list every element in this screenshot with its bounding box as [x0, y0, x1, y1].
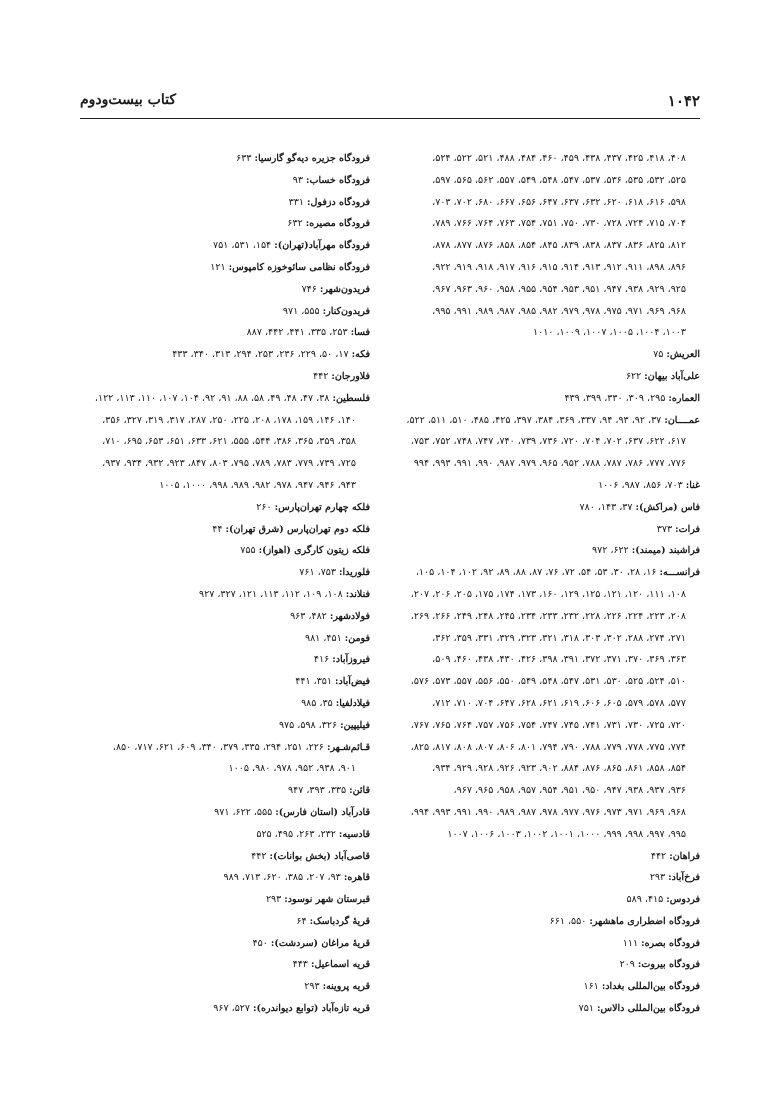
entry-page-refs: ۱۶۱ — [583, 981, 602, 993]
entry-headword: قریهٔ گردباسک: — [309, 915, 370, 927]
index-entry — [70, 976, 370, 998]
book-title: کتاب بیست‌ودوم — [80, 92, 176, 108]
index-entry — [70, 671, 370, 693]
entry-page-refs: ۶۱۷، ۶۲۲، ۶۳۷، ۷۰۲، ۷۰۴، ۷۲۰، ۷۳۶، ۷۳۹، ۷۴۰، ۷۴۷، ۷۴۸، ۷۵۲، ۷۵۳، — [410, 436, 686, 448]
entry-page-refs: ۳۳۱ — [288, 196, 308, 208]
index-entry — [70, 867, 370, 889]
entry-headword: فراهان: — [669, 850, 700, 862]
entry-page-refs: ۷۷۴، ۷۷۵، ۷۷۸، ۷۷۹، ۷۸۸، ۷۹۰، ۷۹۴، ۸۰۱، ۸۰۶، ۸۰۷، ۸۰۸، ۸۱۷، ۸۲۵، — [410, 741, 686, 753]
index-entry — [70, 497, 370, 519]
entry-page-refs: ۹۹۵، ۹۹۷، ۹۹۸، ۹۹۹، ۱۰۰۰، ۱۰۰۱، ۱۰۰۲، ۱۰۰۳، ۱۰۰۶، ۱۰۰۷ — [447, 828, 686, 840]
index-entry — [70, 606, 370, 628]
index-entry — [400, 562, 700, 584]
index-entry — [400, 933, 700, 955]
entry-page-refs: ۴۵۱، ۹۸۱ — [304, 632, 345, 644]
entry-headword: فلکه چهارم تهران‌پارس: — [274, 501, 370, 513]
entry-headword: قریهٔ مراغان (سردشت): — [270, 937, 370, 949]
entry-headword: قاهره: — [343, 872, 370, 884]
entry-page-refs: ۴۴۳ — [292, 959, 311, 971]
entry-page-refs: ۲۹۳ — [304, 981, 323, 993]
index-entry — [70, 824, 370, 846]
index-entry — [70, 148, 370, 170]
entry-page-refs: ۲۰۹ — [619, 959, 638, 971]
index-entry — [400, 366, 700, 388]
entry-headword: قریه اسماعیل: — [310, 959, 370, 971]
entry-page-refs: ۹۴۳، ۹۴۶، ۹۴۷، ۹۷۸، ۹۸۲، ۹۸۹، ۹۹۸، ۱۰۰۰، ۱۰۰۵ — [159, 479, 356, 491]
entry-page-refs: ۴۴ — [212, 523, 226, 535]
index-entry-continuation — [70, 431, 370, 453]
entry-page-refs: ۸۵۴، ۸۵۸، ۸۶۱، ۸۶۵، ۸۷۶، ۸۸۴، ۹۰۲، ۹۲۳، ۹۲۶، ۹۲۸، ۹۲۹، ۹۳۴، — [432, 763, 686, 775]
entry-page-refs: ۴۱۶ — [313, 654, 333, 666]
entry-headword: فرخ‌آباد: — [668, 872, 700, 884]
entry-page-refs: ۳۵، ۹۸۵ — [301, 697, 336, 709]
entry-headword: فرانســـه: — [659, 567, 700, 579]
entry-page-refs: ۳۵۱، ۴۴۱ — [295, 676, 336, 688]
index-entry — [400, 410, 700, 432]
index-entry-continuation — [400, 213, 700, 235]
index-entry-continuation — [400, 257, 700, 279]
index-entry-continuation — [400, 758, 700, 780]
entry-headword: قریه تازه‌آباد (توابع دیواندره): — [253, 1003, 370, 1015]
index-entry-continuation — [400, 628, 700, 650]
entry-page-refs: ۵۵۵، ۹۷۱ — [282, 305, 323, 317]
entry-headword: فیلادلفیا: — [335, 697, 370, 709]
entry-headword: قادسیه: — [338, 828, 370, 840]
index-entry-continuation — [400, 824, 700, 846]
index-entry-continuation — [400, 693, 700, 715]
index-entry-continuation — [70, 475, 370, 497]
entry-headword: فنلاند: — [345, 588, 370, 600]
entry-page-refs: ۵۱۰، ۵۲۴، ۵۲۵، ۵۳۰، ۵۳۱، ۵۴۷، ۵۴۸، ۵۴۹، ۵۵۰، ۵۵۶، ۵۵۷، ۵۷۳، ۵۷۶، — [410, 676, 686, 688]
entry-headword: قاصی‌آباد (بخش بوانات): — [269, 850, 370, 862]
index-entry — [70, 519, 370, 541]
index-entry-continuation — [400, 715, 700, 737]
index-entry — [70, 737, 370, 759]
index-entry — [70, 279, 370, 301]
entry-page-refs: ۳۳۵، ۳۹۳، ۹۴۷ — [288, 785, 350, 797]
entry-headword: فرودگاه مهرآباد(تهران): — [274, 240, 370, 252]
entry-page-refs: ۹۶۸، ۹۶۹، ۹۷۱، ۹۷۵، ۹۷۸، ۹۷۹، ۹۸۲، ۹۸۵، ۹۸۷، ۹۸۹، ۹۹۱، ۹۹۵، — [432, 305, 686, 317]
entry-page-refs: ۷۵۳، ۷۶۱ — [299, 567, 340, 579]
entry-page-refs: ۷۲۰، ۷۲۵، ۷۳۰، ۷۳۱، ۷۴۱، ۷۴۵، ۷۴۷، ۷۵۴، ۷۵۶، ۷۵۷، ۷۶۴، ۷۶۵، ۷۶۷، — [410, 719, 686, 731]
entry-headword: غنا: — [685, 479, 700, 491]
index-entry — [70, 889, 370, 911]
entry-page-refs: ۸۱۲، ۸۲۵، ۸۳۶، ۸۳۷، ۸۳۸، ۸۳۹، ۸۴۵، ۸۵۴، ۸۵۸، ۸۷۶، ۸۷۷، ۸۷۸، — [432, 240, 686, 252]
page-header — [80, 92, 700, 112]
index-entry — [70, 322, 370, 344]
entry-headword: فلوریدا: — [339, 567, 370, 579]
index-entry-continuation — [400, 453, 700, 475]
entry-headword: فرودگاه بصره: — [641, 937, 700, 949]
entry-headword: قادرآباد (استان فارس): — [275, 806, 370, 818]
entry-headword: علی‌آباد بیهان: — [644, 370, 700, 382]
index-entry-continuation — [400, 301, 700, 323]
entry-page-refs: ۳۷، ۹۲، ۹۳، ۹۴، ۳۳۷، ۳۶۹، ۳۸۴، ۳۹۷، ۴۲۵، ۴۸۵، ۵۱۰، ۵۱۱، ۵۲۲، — [406, 414, 665, 426]
entry-headword: فکه: — [351, 349, 370, 361]
entry-headword: فرودگاه بیروت: — [637, 959, 700, 971]
index-entry — [70, 235, 370, 257]
entry-headword: فرودگاه خساب: — [306, 174, 370, 186]
entry-page-refs: ۷۰۴، ۷۱۵، ۷۲۴، ۷۲۸، ۷۳۰، ۷۵۰، ۷۵۱، ۷۵۴، ۷۶۳، ۷۶۴، ۷۶۶، ۷۸۹، — [432, 218, 686, 230]
entry-page-refs: ۵۵۰، ۶۶۱ — [549, 915, 590, 927]
entry-page-refs: ۴۴۲ — [251, 850, 270, 862]
index-column-left — [70, 148, 370, 1020]
index-entry — [70, 693, 370, 715]
index-entry — [400, 519, 700, 541]
entry-page-refs: ۹۳، ۲۰۷، ۳۸۵، ۶۲۰، ۷۱۳، ۹۸۹ — [223, 872, 344, 884]
index-entry-continuation — [400, 584, 700, 606]
entry-headword: قائن: — [349, 785, 370, 797]
index-entry — [70, 388, 370, 410]
index-entry-continuation — [70, 410, 370, 432]
index-entry — [400, 475, 700, 497]
entry-page-refs: ۵۲۷، ۹۶۷ — [213, 1003, 254, 1015]
entry-page-refs: ۸۹۶، ۸۹۸، ۹۱۱، ۹۱۲، ۹۱۳، ۹۱۴، ۹۱۵، ۹۱۶، ۹۱۷، ۹۱۸، ۹۱۹، ۹۲۲، — [432, 261, 686, 273]
entry-page-refs: ۴۸۲، ۹۶۳ — [290, 610, 330, 622]
entry-page-refs: ۳۷، ۱۴۳، ۷۸۰ — [579, 501, 636, 513]
index-entry — [70, 366, 370, 388]
entry-page-refs: ۷۷۶، ۷۷۷، ۷۸۶، ۷۸۷، ۷۸۸، ۹۵۲، ۹۶۵، ۹۷۹، ۹۸۷، ۹۹۰، ۹۹۱، ۹۹۳، ۹۹۴ — [413, 458, 686, 470]
index-entry — [70, 213, 370, 235]
entry-page-refs: ۶۳۳ — [236, 153, 255, 164]
index-entry-continuation — [400, 322, 700, 344]
entry-page-refs: ۱۴۰، ۱۴۶، ۱۵۹، ۱۷۸، ۲۰۸، ۲۲۵، ۲۵۰، ۲۸۷، ۳۱۷، ۳۱۹، ۳۲۷، ۳۵۶، — [102, 414, 356, 426]
index-entry — [400, 867, 700, 889]
entry-page-refs: ۱۵۴، ۵۳۱، ۷۵۱ — [213, 240, 275, 252]
index-entry — [70, 584, 370, 606]
entry-headword: فومن: — [344, 632, 370, 644]
index-entry-continuation — [400, 649, 700, 671]
entry-page-refs: ۹۳۶، ۹۳۷، ۹۳۸، ۹۴۷، ۹۵۰، ۹۵۱، ۹۵۴، ۹۵۷، ۹۵۸، ۹۶۵، ۹۶۷، — [453, 785, 686, 797]
entry-page-refs: ۹۳ — [292, 174, 306, 186]
index-entry — [400, 976, 700, 998]
entry-page-refs: ۳۷۳ — [656, 523, 676, 535]
entry-page-refs: ۲۶۰ — [256, 501, 275, 513]
entry-headword: فلکه زیتون کارگری (اهواز): — [258, 545, 370, 557]
index-entry — [400, 846, 700, 868]
index-entry — [70, 649, 370, 671]
entry-page-refs: ۷۵۱ — [578, 1003, 598, 1015]
entry-page-refs: ۲۹۳ — [649, 872, 669, 884]
index-entry — [70, 715, 370, 737]
index-entry-continuation — [400, 737, 700, 759]
entry-headword: فرات: — [675, 523, 700, 535]
index-entry — [70, 562, 370, 584]
entry-headword: فرودگاه مصیره: — [305, 218, 370, 230]
entry-headword: فراشبند (میمند): — [631, 545, 700, 557]
entry-page-refs: ۲۷۱، ۲۷۴، ۲۸۸، ۳۰۲، ۳۰۳، ۳۱۸، ۳۲۱، ۳۲۳، ۳۲۹، ۳۳۱، ۳۵۹، ۳۶۲، — [432, 632, 686, 644]
index-entry-continuation — [400, 279, 700, 301]
index-entry-continuation — [400, 148, 700, 170]
index-entry-continuation — [70, 453, 370, 475]
entry-page-refs: ۷۰۳، ۸۵۶، ۹۸۷، ۱۰۰۶ — [598, 479, 686, 491]
index-entry — [400, 497, 700, 519]
entry-headword: قریه پروینه: — [322, 981, 370, 993]
entry-headword: العماره: — [668, 392, 700, 404]
entry-headword: فرودگاه جزیره دیه‌گو گارسیا: — [254, 153, 370, 164]
entry-headword: فیلیپین: — [340, 719, 370, 731]
index-entry — [70, 344, 370, 366]
entry-page-refs: ۳۲۶، ۵۹۸، ۹۷۵ — [278, 719, 341, 731]
index-entry-continuation — [400, 192, 700, 214]
entry-page-refs: ۳۶۳، ۳۶۹، ۳۷۰، ۳۷۱، ۳۷۲، ۳۹۱، ۳۹۸، ۴۲۶، ۴۳۰، ۴۳۸، ۴۶۰، ۵۰۹، — [432, 654, 686, 666]
entry-headword: عمــــان: — [664, 414, 700, 426]
entry-page-refs: ۱۰۸، ۱۰۹، ۱۱۲، ۱۱۳، ۱۲۱، ۳۲۷، ۹۲۷ — [199, 588, 346, 600]
entry-headword: فرودگاه دزفول: — [307, 196, 370, 208]
entry-headword: فیض‌آباد: — [335, 676, 370, 688]
index-entry-continuation — [70, 758, 370, 780]
entry-page-refs: ۷۲۵، ۷۳۹، ۷۷۹، ۷۸۳، ۷۸۹، ۷۹۵، ۸۰۳، ۸۴۷، ۹۲۳، ۹۳۲، ۹۳۴، ۹۳۷، — [102, 458, 356, 470]
index-entry-continuation — [400, 671, 700, 693]
index-entry — [400, 911, 700, 933]
index-entry — [400, 998, 700, 1020]
index-entry — [70, 170, 370, 192]
entry-page-refs: ۲۳۲، ۲۶۳، ۴۹۵، ۵۲۵ — [256, 828, 339, 840]
index-entry-continuation — [400, 780, 700, 802]
entry-headword: فرودگاه بین‌المللی بغداد: — [601, 981, 700, 993]
entry-page-refs: ۷۵ — [653, 349, 667, 361]
entry-headword: فرودگاه اضطراری ماهشهر: — [589, 915, 700, 927]
entry-headword: فریدون‌کنار: — [322, 305, 370, 317]
index-entry — [70, 933, 370, 955]
index-entry — [400, 889, 700, 911]
entry-headword: فولادشهر: — [329, 610, 370, 622]
index-entry — [70, 257, 370, 279]
entry-headword: فاس (مراکش): — [635, 501, 700, 513]
entry-page-refs: ۳۵۸، ۳۵۹، ۳۶۵، ۳۸۶، ۵۴۴، ۵۵۵، ۶۲۱، ۶۳۳، ۶۵۱، ۶۵۳، ۶۹۵، ۷۱۰، — [102, 436, 356, 448]
entry-page-refs: ۶۳۲ — [287, 218, 306, 230]
entry-headword: فیروزآباد: — [332, 654, 370, 666]
entry-headword: فلاورجان: — [331, 370, 370, 382]
entry-page-refs: ۱۱۱ — [622, 937, 642, 949]
entry-page-refs: ۱۰۸، ۱۱۱، ۱۲۰، ۱۲۱، ۱۲۵، ۱۲۹، ۱۶۰، ۱۷۳، ۱۷۴، ۱۷۵، ۲۰۵، ۲۰۶، ۲۰۷، — [410, 588, 686, 600]
entry-headword: فریدون‌شهر: — [319, 283, 370, 295]
index-entry — [400, 344, 700, 366]
entry-page-refs: ۵۲۵، ۵۳۲، ۵۳۵، ۵۳۶، ۵۳۷، ۵۴۷، ۵۴۸، ۵۴۹، ۵۵۷، ۵۶۲، ۵۶۵، ۵۹۷، — [432, 174, 686, 186]
entry-headword: قـائم‌شـهر: — [326, 741, 370, 753]
entry-page-refs: ۵۵۵، ۶۲۲، ۹۷۱ — [214, 806, 276, 818]
index-entry — [70, 192, 370, 214]
entry-page-refs: ۲۵۳، ۳۳۵، ۴۴۱، ۴۴۲، ۸۸۷ — [246, 327, 351, 339]
entry-page-refs: ۵۹۸، ۶۱۶، ۶۱۸، ۶۲۰، ۶۳۲، ۶۳۷، ۶۴۷، ۶۵۶، ۶۶۷، ۶۸۰، ۷۰۲، ۷۰۳، — [432, 196, 686, 208]
entry-page-refs: ۵۷۷، ۵۷۸، ۵۷۹، ۶۰۵، ۶۰۶، ۶۱۹، ۶۲۱، ۶۲۸، ۶۴۷، ۷۰۴، ۷۱۰، ۷۱۲، — [432, 697, 686, 709]
entry-headword: فلسطین: — [332, 392, 370, 404]
entry-page-refs: ۹۶۸، ۹۶۹، ۹۷۱، ۹۷۳، ۹۷۶، ۹۷۷، ۹۷۸، ۹۸۷، ۹۸۹، ۹۹۰، ۹۹۱، ۹۹۳، ۹۹۴، — [410, 806, 686, 818]
index-entry-continuation — [400, 431, 700, 453]
entry-page-refs: ۴۴۲ — [650, 850, 670, 862]
index-entry — [70, 780, 370, 802]
entry-page-refs: ۱۷، ۵۰، ۲۲۹، ۲۳۶، ۲۵۳، ۲۹۴، ۳۱۳، ۳۴۰، ۴۳۳ — [172, 349, 352, 361]
entry-headword: فردوس: — [666, 894, 700, 906]
index-entry — [400, 388, 700, 410]
index-entry — [70, 911, 370, 933]
entry-page-refs: ۷۵۵ — [240, 545, 259, 557]
entry-page-refs: ۴۴۲ — [313, 370, 332, 382]
entry-page-refs: ۴۵۰ — [252, 937, 271, 949]
entry-page-refs: ۱۰۰۳، ۱۰۰۴، ۱۰۰۵، ۱۰۰۷، ۱۰۰۹، ۱۰۱۰ — [533, 327, 686, 339]
index-entry-continuation — [400, 235, 700, 257]
index-entry — [70, 802, 370, 824]
entry-headword: فرودگاه بین‌المللی دالاس: — [597, 1003, 700, 1015]
entry-page-refs: ۹۰۱، ۹۳۸، ۹۵۲، ۹۷۸، ۹۸۰، ۱۰۰۵ — [228, 763, 356, 775]
entry-page-refs: ۶۴ — [296, 915, 310, 927]
index-entry — [70, 954, 370, 976]
entry-page-refs: ۴۰۸، ۴۱۸، ۴۲۵، ۴۳۷، ۴۳۸، ۴۵۹، ۴۶۰، ۴۸۴، ۴۸۸، ۵۲۱، ۵۲۲، ۵۲۴، — [432, 153, 686, 164]
entry-page-refs: ۹۲۵، ۹۲۹، ۹۳۸، ۹۴۷، ۹۵۱، ۹۵۳، ۹۵۴، ۹۵۵، ۹۵۸، ۹۶۰، ۹۶۳، ۹۶۷، — [432, 283, 686, 295]
index-entry — [70, 628, 370, 650]
entry-page-refs: ۲۲۶، ۲۵۱، ۲۹۴، ۳۳۵، ۳۷۹، ۳۴۰، ۶۰۹، ۶۲۱، ۷۱۷، ۸۵۰، — [112, 741, 327, 753]
entry-page-refs: ۱۶، ۲۸، ۳۰، ۵۳، ۵۴، ۷۲، ۷۶، ۸۷، ۸۸، ۸۹، ۹۲، ۱۰۲، ۱۰۴، ۱۰۵، — [415, 567, 660, 579]
entry-page-refs: ۲۰۸، ۲۲۳، ۲۲۴، ۲۲۶، ۲۲۸، ۲۳۲، ۲۳۳، ۲۳۴، ۲۴۵، ۲۴۸، ۲۴۹، ۲۶۶، ۲۶۹، — [410, 610, 686, 622]
index-entry — [400, 540, 700, 562]
index-entry-continuation — [400, 170, 700, 192]
index-entry-continuation — [400, 802, 700, 824]
entry-page-refs: ۴۱۵، ۵۸۹ — [626, 894, 667, 906]
index-entry — [70, 998, 370, 1020]
entry-page-refs: ۳۸، ۴۷، ۴۸، ۴۹، ۵۸، ۸۸، ۹۱، ۹۲، ۱۰۴، ۱۰۷، ۱۱۰، ۱۱۳، ۱۲۲، — [94, 392, 333, 404]
entry-headword: فسا: — [350, 327, 370, 339]
entry-headword: فلکه دوم تهران‌پارس (شرق تهران): — [225, 523, 370, 535]
index-column-right — [400, 148, 700, 1020]
entry-page-refs: ۶۲۲، ۹۷۲ — [592, 545, 632, 557]
entry-page-refs: ۱۲۱ — [210, 261, 229, 273]
entry-headword: العریش: — [666, 349, 700, 361]
entry-headword: قبرستان شهر نوسود: — [284, 894, 370, 906]
header-rule — [80, 118, 700, 119]
entry-headword: فرودگاه نظامی سائوخوزه کامپوس: — [228, 261, 370, 273]
index-entry — [400, 954, 700, 976]
entry-page-refs: ۶۲۲ — [625, 370, 645, 382]
index-entry — [70, 846, 370, 868]
entry-page-refs: ۲۹۵، ۳۰۹، ۳۳۰، ۳۹۹، ۴۳۹ — [564, 392, 669, 404]
index-entry — [70, 301, 370, 323]
entry-page-refs: ۲۹۳ — [265, 894, 285, 906]
index-entry — [70, 540, 370, 562]
entry-page-refs: ۷۴۶ — [301, 283, 320, 295]
page-number: ۱۰۴۲ — [667, 92, 700, 110]
index-entry-continuation — [400, 606, 700, 628]
